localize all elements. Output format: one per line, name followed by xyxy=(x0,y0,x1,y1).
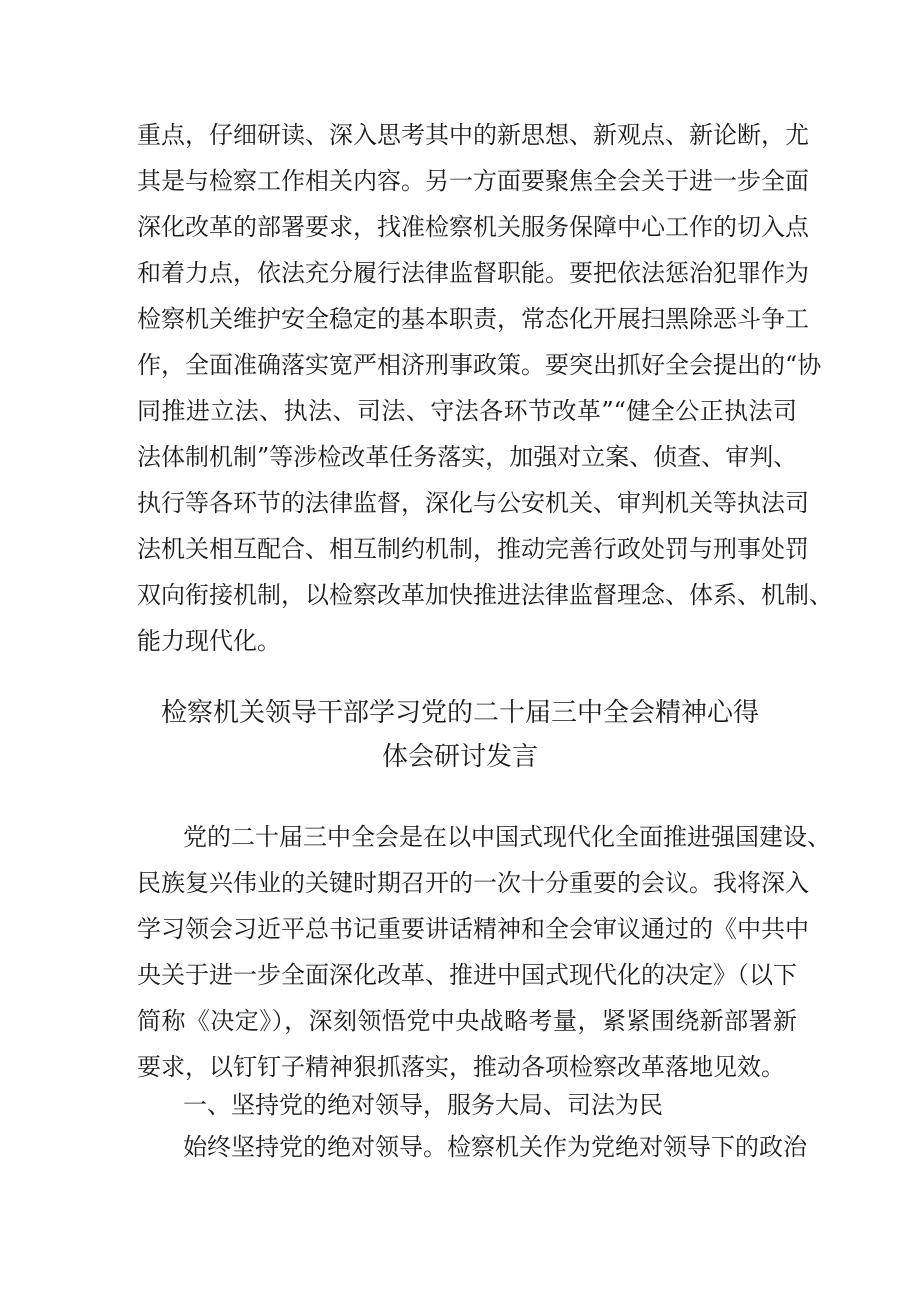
paragraph-line: 简称《决定》），深刻领悟党中央战略考量，紧紧围绕新部署新 xyxy=(137,1007,797,1035)
paragraph-line: 深化改革的部署要求，找准检察机关服务保障中心工作的切入点 xyxy=(137,213,809,241)
paragraph-line: 其是与检察工作相关内容。另一方面要聚焦全会关于进一步全面 xyxy=(137,167,809,195)
paragraph-line: 执行等各环节的法律监督，深化与公安机关、审判机关等执法司 xyxy=(137,489,809,517)
paragraph-line: 央关于进一步全面深化改革、推进中国式现代化的决定》（以下 xyxy=(137,961,797,989)
paragraph-line: 法机关相互配合、相互制约机制，推动完善行政处罚与刑事处罚 xyxy=(137,535,809,563)
paragraph-line: 重点，仔细研读、深入思考其中的新思想、新观点、新论断，尤 xyxy=(137,121,809,149)
paragraph-line: 党的二十届三中全会是在以中国式现代化全面推进强国建设、 xyxy=(183,823,831,851)
paragraph-line: 要求，以钉钉子精神狠抓落实，推动各项检察改革落地见效。 xyxy=(137,1053,785,1081)
title-line-1: 检察机关领导干部学习党的二十届三中全会精神心得 xyxy=(160,698,759,728)
title-line-2: 体会研讨发言 xyxy=(381,742,538,772)
paragraph-line: 始终坚持党的绝对领导。检察机关作为党绝对领导下的政治 xyxy=(183,1133,807,1161)
paragraph-line: 法体制机制”等涉检改革任务落实，加强对立案、侦查、审判、 xyxy=(137,443,798,471)
paragraph-line: 检察机关维护安全稳定的基本职责，常态化开展扫黑除恶斗争工 xyxy=(137,305,809,333)
paragraph-line: 民族复兴伟业的关键时期召开的一次十分重要的会议。我将深入 xyxy=(137,869,809,897)
section-heading: 一、坚持党的绝对领导，服务大局、司法为民 xyxy=(183,1091,663,1119)
paragraph-line: 双向衔接机制，以检察改革加快推进法律监督理念、体系、机制、 xyxy=(137,581,833,609)
paragraph-line: 和着力点，依法充分履行法律监督职能。要把依法惩治犯罪作为 xyxy=(137,259,809,287)
paragraph-line: 作，全面准确落实宽严相济刑事政策。要突出抓好全会提出的“协 xyxy=(137,351,822,379)
paragraph-line: 能力现代化。 xyxy=(137,627,281,655)
paragraph-line: 同推进立法、执法、司法、守法各环节改革”“健全公正执法司 xyxy=(137,397,797,425)
paragraph-line: 学习领会习近平总书记重要讲话精神和全会审议通过的《中共中 xyxy=(137,915,809,943)
